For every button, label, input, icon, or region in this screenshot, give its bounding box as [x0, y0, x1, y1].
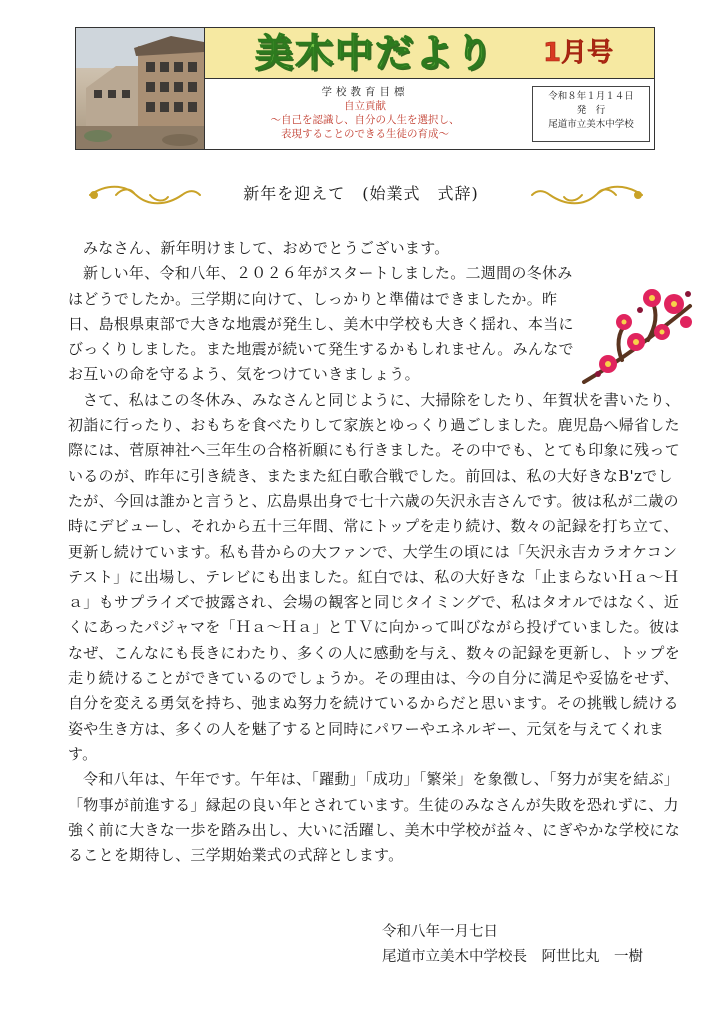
- paragraph-greeting: みなさん、新年明けまして、おめでとうございます。: [83, 239, 450, 257]
- goals-heading: 学校教育目標: [321, 86, 409, 98]
- issue-number: 1月号: [543, 38, 614, 68]
- publication-info: [532, 86, 650, 142]
- publish-label: 発 行: [576, 105, 606, 116]
- paragraph-year-of-horse: 令和八年は、午年です。午年は、「躍動」「成功」「繁栄」を象徴し、「努力が実を結ぶ」「物事が前進する」縁起の良い年とされています。生徒のみなさんが失敗を恐れずに、力強く前に大きな一歩を踏み出し、大いに活躍し、美木中学校が益々、にぎやかな学校になることを期待し、三学期始業式の式辞とします。: [68, 770, 681, 865]
- signature-date: 令和八年一月七日: [382, 924, 498, 940]
- school-building-photo: [76, 28, 205, 149]
- goals-subheading: 自立貢献: [344, 100, 386, 112]
- goals-line-1: ～自己を認識し、自分の人生を選択し、: [270, 114, 460, 126]
- signature-block: [382, 920, 643, 970]
- signature-name: 尾道市立美木中学校長 阿世比丸 一樹: [382, 949, 643, 965]
- paragraph-winter-break: さて、私はこの冬休み、みなさんと同じように、大掃除をしたり、年賀状を書いたり、初詣に行ったり、おもちを食べたりして家族とゆっくり過ごしました。鹿児島へ帰省した際には、菅原神社へ三年生の合格祈願にも行きました。その中でも、とても印象に残っているのが、昨年に引き続き、またまた紅白歌合戦でした。前回は、私の大好きなB'zでしたが、今回は誰かと言うと、広島県出身で七十六歳の矢沢永吉さんです。彼は私が二歳の時にデビューし、それから五十三年間、常にトップを走り続け、数々の記録を打ち立て、更新し続けています。私も昔からの大ファンで、大学生の頃には「矢沢永吉カラオケコンテスト」に出場し、テレビにも出ました。紅白では、私の大好きな「止まらないＨａ～Ｈａ」もサプライズで披露され、会場の観客と同じタイミングで、私はタオルではなく、近くにあったパジャマを「Ｈａ～Ｈａ」とＴＶに向かって叫びながら投げていました。彼はなぜ、こんなにも長きにわたり、多くの人に感動を与え、数々の記録を更新し、トップを走り続けることができているのでしょうか。その理由は、今の自分に満足や妥協をせず、自分を変える勇気を持ち、弛まぬ努力を続けているからだと思います。その挑戦し続ける姿や生き方は、多くの人を魅了すると同時にパワーやエネルギー、元気を与えてくれます。: [68, 390, 681, 763]
- newsletter-title: 美木中だより: [255, 31, 496, 75]
- goals-line-2: 表現することのできる生徒の育成～: [281, 128, 449, 140]
- article-title: 新年を迎えて (始業式 式辞): [243, 184, 479, 203]
- publisher: 尾道市立美木中学校: [548, 119, 634, 130]
- paragraph-new-year: 新しい年、令和八年、２０２６年がスタートしました。二週間の冬休みはどうでしたか。三学期に向けて、しっかりと準備はできましたか。昨日、島根県東部で大きな地震が発生し、美木中学校も大きく揺れ、本当にびっくりしました。また地震が続いて発生するかもしれません。みんなでお互いの命を守るよう、気をつけていきましょう。: [68, 264, 574, 384]
- publish-date: 令和８年１月１４日: [548, 91, 634, 102]
- article-body: [68, 236, 683, 868]
- title-band: [205, 28, 654, 79]
- gold-flourish-right-icon: [528, 184, 646, 206]
- newsletter-header: [75, 27, 655, 150]
- school-goals: [205, 79, 525, 149]
